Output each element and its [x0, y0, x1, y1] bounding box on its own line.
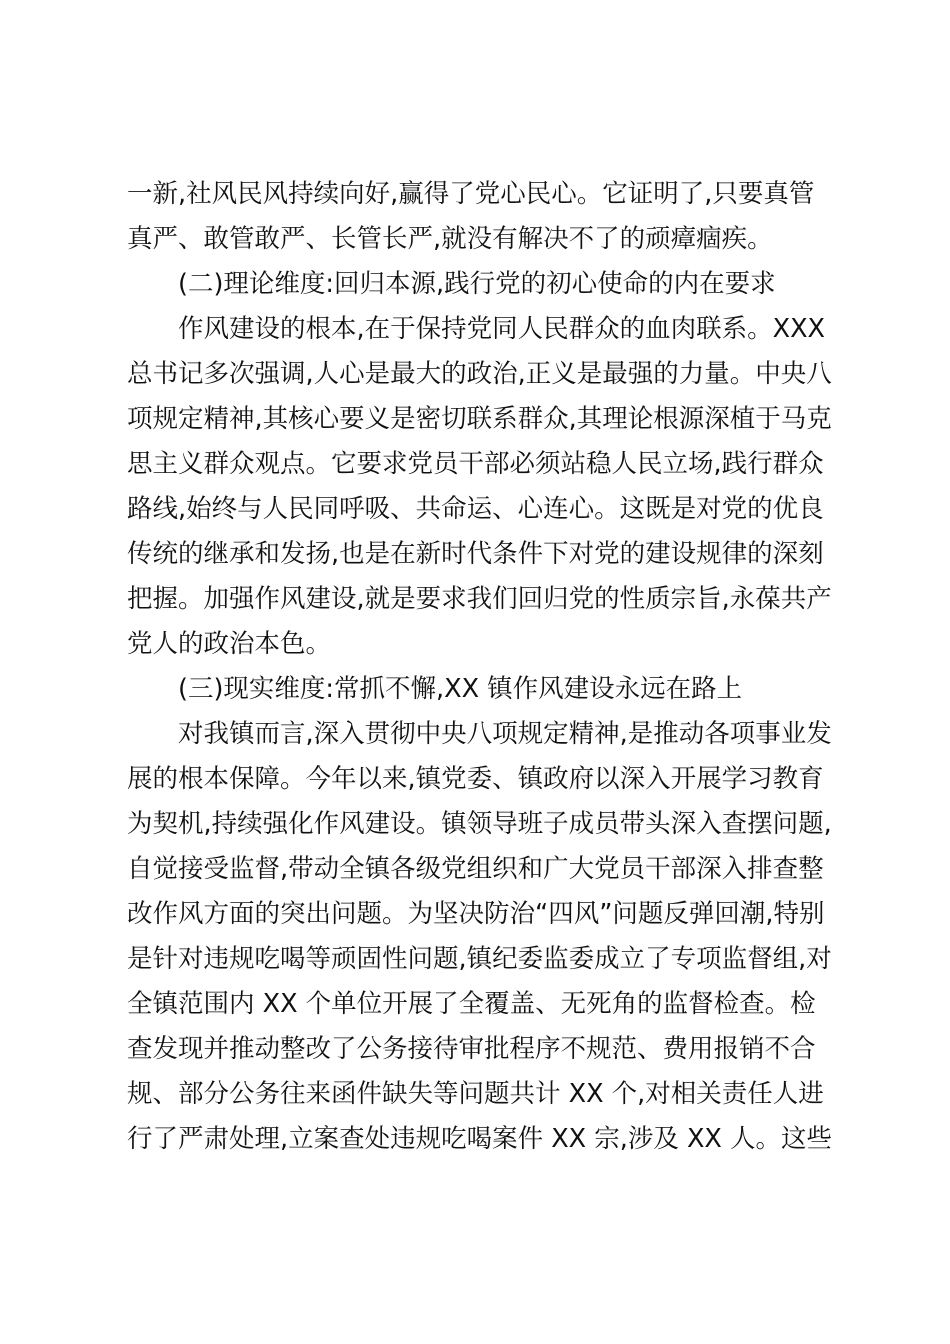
- text-line: 思主义群众观点。它要求党员干部必须站稳人民立场,践行群众: [127, 449, 824, 479]
- paragraph-first-line: 作风建设的根本,在于保持党同人民群众的血肉联系。XXX: [178, 314, 826, 344]
- text-line: 党人的政治本色。: [127, 629, 332, 659]
- text-line: 改作风方面的突出问题。为坚决防治“四风”问题反弹回潮,特别: [127, 899, 825, 929]
- text-line: 为契机,持续强化作风建设。镇领导班子成员带头深入查摆问题,: [127, 809, 832, 839]
- text-line: 路线,始终与人民同呼吸、共命运、心连心。这既是对党的优良: [127, 494, 824, 524]
- text-line: 传统的继承和发扬,也是在新时代条件下对党的建设规律的深刻: [127, 539, 824, 569]
- text-line: 真严、敢管敢严、长管长严,就没有解决不了的顽瘴痼疾。: [127, 224, 773, 254]
- text-line: 规、部分公务往来函件缺失等问题共计 XX 个,对相关责任人进: [127, 1079, 824, 1109]
- text-line: 自觉接受监督,带动全镇各级党组织和广大党员干部深入排查整: [127, 854, 824, 884]
- text-line: 行了严肃处理,立案查处违规吃喝案件 XX 宗,涉及 XX 人。这些: [127, 1124, 833, 1154]
- document-body: [127, 172, 837, 1162]
- text-line: 项规定精神,其核心要义是密切联系群众,其理论根源深植于马克: [127, 404, 832, 434]
- text-line: 一新,社风民风持续向好,赢得了党心民心。它证明了,只要真管: [127, 179, 815, 209]
- text-line: 是针对违规吃喝等顽固性问题,镇纪委监委成立了专项监督组,对: [127, 944, 832, 974]
- section-heading: (二)理论维度:回归本源,践行党的初心使命的内在要求: [178, 269, 776, 299]
- text-line: 展的根本保障。今年以来,镇党委、镇政府以深入开展学习教育: [127, 764, 824, 794]
- text-line: 全镇范围内 XX 个单位开展了全覆盖、无死角的监督检查。检: [127, 989, 816, 1019]
- text-line: 把握。加强作风建设,就是要求我们回归党的性质宗旨,永葆共产: [127, 584, 832, 614]
- text-line: 查发现并推动整改了公务接待审批程序不规范、费用报销不合: [127, 1034, 816, 1064]
- section-heading: (三)现实维度:常抓不懈,XX 镇作风建设永远在路上: [178, 674, 743, 704]
- paragraph-first-line: 对我镇而言,深入贯彻中央八项规定精神,是推动各项事业发: [178, 719, 832, 749]
- text-line: 总书记多次强调,人心是最大的政治,正义是最强的力量。中央八: [127, 359, 832, 389]
